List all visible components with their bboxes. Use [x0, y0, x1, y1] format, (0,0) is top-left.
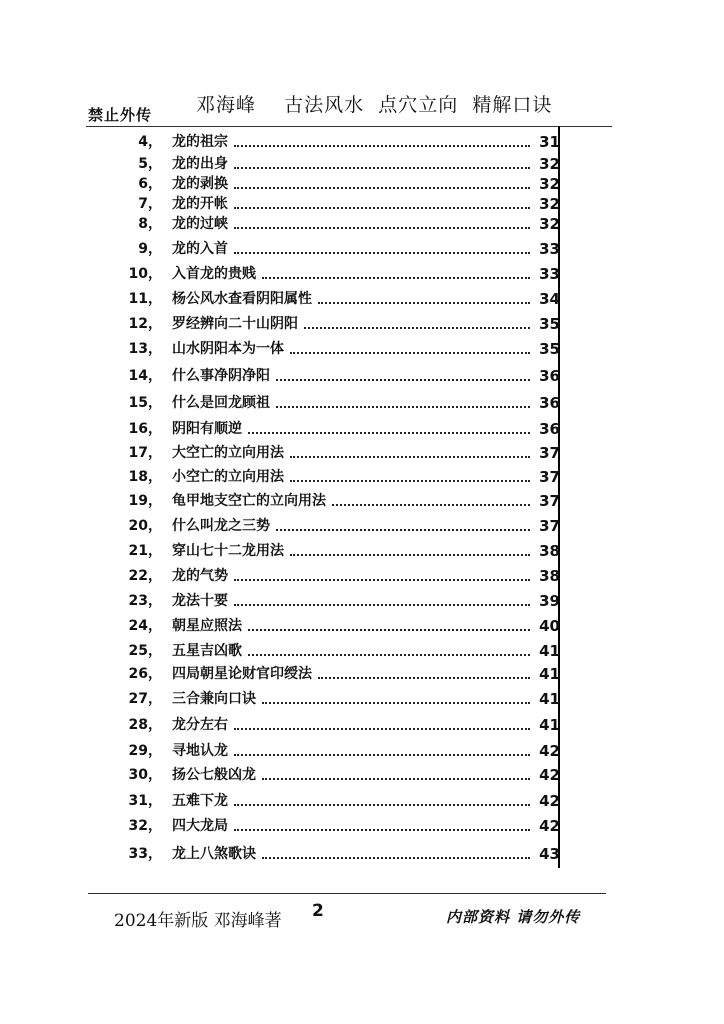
header-title: 邓海峰 古法风水 点穴立向 精解口诀: [196, 94, 553, 116]
toc-entry-title: 龙的入首: [172, 241, 228, 257]
toc-entry-title: 龙上八煞歌诀: [172, 846, 256, 862]
toc-entry-page: 39: [539, 592, 560, 610]
toc-entry-number: 11，: [128, 291, 162, 307]
toc-entry-page: 37: [539, 492, 560, 510]
toc-entry-page: 38: [539, 542, 560, 560]
toc-entry-number: 17，: [128, 445, 162, 461]
toc-entry-page: 42: [539, 742, 560, 760]
toc-dot-leader: [248, 432, 530, 434]
toc-entry-page: 40: [539, 617, 560, 635]
toc-dot-leader: [248, 654, 530, 656]
confidential-stamp: 禁止外传: [88, 106, 153, 124]
toc-entry: [0, 213, 724, 235]
toc-entry-number: 28，: [128, 717, 162, 733]
toc-entry: [0, 590, 724, 612]
toc-entry-page: 37: [539, 517, 560, 535]
toc-entry-title: 什么叫龙之三势: [172, 518, 270, 534]
toc-dot-leader: [234, 145, 530, 147]
toc-entry-title: 什么是回龙顾祖: [172, 395, 270, 411]
toc-entry-page: 33: [539, 240, 560, 258]
toc-dot-leader: [262, 778, 530, 780]
toc-entry: [0, 490, 724, 512]
toc-entry-number: 32，: [128, 818, 162, 834]
toc-entry-page: 33: [539, 265, 560, 283]
toc-entry-number: 6，: [138, 176, 162, 192]
toc-entry-title: 杨公风水查看阴阳属性: [172, 291, 312, 307]
toc-entry: [0, 764, 724, 786]
toc-entry: [0, 790, 724, 812]
toc-dot-leader: [304, 327, 530, 329]
toc-entry-page: 35: [539, 315, 560, 333]
footer-edition: 2024年新版 邓海峰著: [114, 911, 282, 931]
toc-entry-number: 30，: [128, 767, 162, 783]
toc-entry-number: 25，: [128, 643, 162, 659]
toc-entry-title: 阴阳有顺逆: [172, 421, 242, 437]
toc-dot-leader: [318, 302, 530, 304]
toc-entry-title: 龙的气势: [172, 568, 228, 584]
toc-entry-number: 8，: [138, 216, 162, 232]
toc-entry-page: 42: [539, 766, 560, 784]
toc-entry: [0, 640, 724, 662]
toc-entry-page: 41: [539, 642, 560, 660]
toc-entry-number: 22，: [128, 568, 162, 584]
toc-entry-title: 大空亡的立向用法: [172, 445, 284, 461]
toc-entry: [0, 365, 724, 387]
toc-entry: [0, 173, 724, 195]
toc-entry-title: 朝星应照法: [172, 618, 242, 634]
toc-entry: [0, 238, 724, 260]
toc-entry-number: 15，: [128, 395, 162, 411]
toc-entry: [0, 288, 724, 310]
toc-entry-title: 龙的出身: [172, 156, 228, 172]
toc-entry-number: 23，: [128, 593, 162, 609]
toc-entry-page: 31: [539, 133, 560, 151]
toc-entry-title: 寻地认龙: [172, 743, 228, 759]
toc-entry-number: 14，: [128, 368, 162, 384]
toc-entry-title: 五难下龙: [172, 793, 228, 809]
toc-entry-number: 5，: [138, 156, 162, 172]
toc-dot-leader: [234, 207, 530, 209]
toc-entry-title: 龙的过峡: [172, 216, 228, 232]
toc-entry-title: 四局朝星论财官印绶法: [172, 666, 312, 682]
toc-entry-page: 37: [539, 468, 560, 486]
toc-entry-number: 7，: [138, 196, 162, 212]
toc-dot-leader: [290, 554, 530, 556]
toc-dot-leader: [318, 677, 530, 679]
toc-entry-page: 36: [539, 420, 560, 438]
toc-dot-leader: [234, 579, 530, 581]
toc-entry-number: 10，: [128, 266, 162, 282]
toc-dot-leader: [290, 480, 530, 482]
toc-entry: [0, 263, 724, 285]
toc-dot-leader: [234, 187, 530, 189]
toc-entry-page: 41: [539, 690, 560, 708]
toc-dot-leader: [276, 406, 530, 408]
toc-entry-page: 38: [539, 567, 560, 585]
toc-dot-leader: [234, 754, 530, 756]
toc-entry-number: 12，: [128, 316, 162, 332]
toc-entry: [0, 740, 724, 762]
toc-entry: [0, 515, 724, 537]
toc-entry-title: 什么事净阴净阳: [172, 368, 270, 384]
toc-entry: [0, 338, 724, 360]
toc-entry: [0, 442, 724, 464]
toc-entry: [0, 392, 724, 414]
toc-dot-leader: [234, 227, 530, 229]
toc-entry: [0, 313, 724, 335]
toc-entry-title: 龙分左右: [172, 717, 228, 733]
toc-entry: [0, 540, 724, 562]
toc-entry-number: 27，: [128, 691, 162, 707]
toc-dot-leader: [234, 604, 530, 606]
toc-entry-title: 龙的剥换: [172, 176, 228, 192]
toc-entry: [0, 815, 724, 837]
toc-entry: [0, 688, 724, 710]
toc-entry-title: 扬公七般凶龙: [172, 767, 256, 783]
toc-entry: [0, 131, 724, 153]
toc-entry-number: 20，: [128, 518, 162, 534]
toc-entry-title: 入首龙的贵贱: [172, 266, 256, 282]
toc-entry-number: 9，: [138, 241, 162, 257]
toc-dot-leader: [234, 252, 530, 254]
page-number: 2: [312, 901, 324, 921]
toc-entry-page: 32: [539, 215, 560, 233]
toc-entry-title: 龙的祖宗: [172, 134, 228, 150]
toc-entry-title: 龙的开帐: [172, 196, 228, 212]
toc-entry-page: 32: [539, 195, 560, 213]
toc-entry: [0, 418, 724, 440]
toc-entry-page: 36: [539, 394, 560, 412]
toc-dot-leader: [234, 728, 530, 730]
toc-entry-title: 五星吉凶歌: [172, 643, 242, 659]
toc-entry: [0, 714, 724, 736]
toc-dot-leader: [234, 167, 530, 169]
toc-entry-number: 29，: [128, 743, 162, 759]
toc-dot-leader: [262, 702, 530, 704]
toc-dot-leader: [234, 829, 530, 831]
toc-dot-leader: [262, 857, 530, 859]
toc-dot-leader: [290, 352, 530, 354]
toc-entry-title: 穿山七十二龙用法: [172, 543, 284, 559]
toc-dot-leader: [276, 529, 530, 531]
toc-entry-title: 小空亡的立向用法: [172, 469, 284, 485]
toc-entry-title: 龟甲地支空亡的立向用法: [172, 493, 326, 509]
toc-entry-page: 42: [539, 817, 560, 835]
toc-entry-title: 龙法十要: [172, 593, 228, 609]
toc-entry-number: 33，: [128, 846, 162, 862]
toc-entry-number: 19，: [128, 493, 162, 509]
toc-dot-leader: [332, 504, 530, 506]
toc-entry-page: 34: [539, 290, 560, 308]
toc-entry-page: 41: [539, 665, 560, 683]
toc-entry: [0, 153, 724, 175]
toc-entry-page: 41: [539, 716, 560, 734]
footer-notice: 内部资料 请勿外传: [446, 908, 581, 926]
toc-entry-page: 42: [539, 792, 560, 810]
toc-dot-leader: [290, 456, 530, 458]
toc-entry-page: 35: [539, 340, 560, 358]
toc-entry-title: 四大龙局: [172, 818, 228, 834]
toc-entry-page: 32: [539, 175, 560, 193]
toc-entry-number: 13，: [128, 341, 162, 357]
toc-entry: [0, 193, 724, 215]
toc-entry: [0, 615, 724, 637]
footer-rule: [88, 893, 606, 894]
toc-entry-number: 26，: [128, 666, 162, 682]
toc-dot-leader: [248, 629, 530, 631]
toc-dot-leader: [262, 277, 530, 279]
toc-entry-number: 18，: [128, 469, 162, 485]
toc-dot-leader: [234, 804, 530, 806]
toc-dot-leader: [276, 379, 530, 381]
toc-entry-page: 36: [539, 367, 560, 385]
toc-entry-number: 16，: [128, 421, 162, 437]
toc-entry-title: 三合兼向口诀: [172, 691, 256, 707]
toc-entry-page: 37: [539, 444, 560, 462]
toc-entry: [0, 466, 724, 488]
toc-entry-page: 32: [539, 155, 560, 173]
toc-entry: [0, 843, 724, 865]
toc-entry-page: 43: [539, 845, 560, 863]
toc-entry-title: 山水阴阳本为一体: [172, 341, 284, 357]
toc-entry: [0, 565, 724, 587]
toc-entry-number: 24，: [128, 618, 162, 634]
toc-entry-number: 21，: [128, 543, 162, 559]
toc-entry-number: 31，: [128, 793, 162, 809]
toc-entry-number: 4，: [138, 134, 162, 150]
toc-entry-title: 罗经辨向二十山阴阳: [172, 316, 298, 332]
toc-entry: [0, 663, 724, 685]
